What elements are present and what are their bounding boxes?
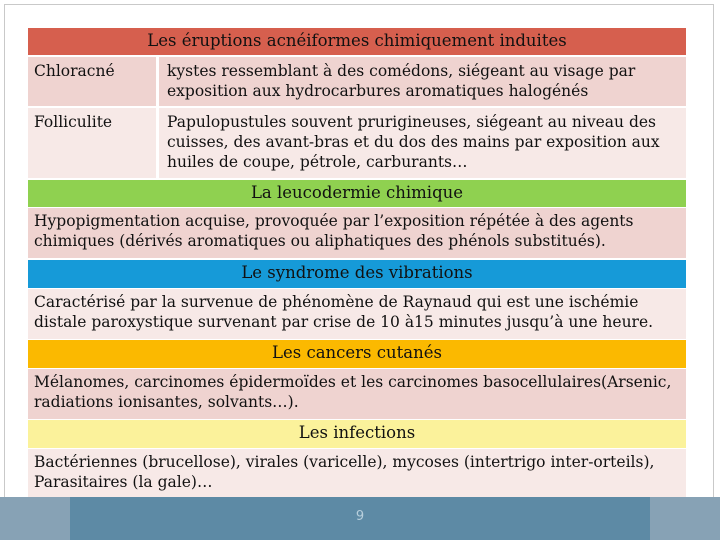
footer-center-block: [70, 497, 650, 540]
description-line: kystes ressemblant à des comédons, siégeant au visage par: [167, 62, 636, 80]
description-line: Papulopustules souvent prurigineuses, siégeant au niveau des: [167, 113, 656, 131]
description-chloracne: [159, 57, 686, 106]
header-eruptions-title: Les éruptions acnéiformes chimiquement induites: [147, 31, 567, 50]
body-leucodermie: [28, 208, 686, 258]
description-line: exposition aux hydrocarbures aromatiques halogénés: [167, 82, 589, 100]
header-leucodermie-title: La leucodermie chimique: [250, 183, 464, 202]
table-row-chloracne: [28, 57, 686, 106]
body-line: Caractérisé par la survenue de phénomène de Raynaud qui est une ischémie: [34, 293, 639, 311]
header-cancers: [28, 340, 686, 368]
footer-right-block: [650, 497, 720, 540]
body-infections: [28, 449, 686, 497]
header-vibrations-title: Le syndrome des vibrations: [241, 263, 473, 282]
body-line: radiations ionisantes, solvants…).: [34, 393, 299, 411]
header-infections: [28, 420, 686, 448]
term-folliculite: Folliculite: [28, 108, 156, 178]
header-eruptions: [28, 28, 686, 55]
term-chloracne: Chloracné: [28, 57, 156, 106]
header-cancers-title: Les cancers cutanés: [272, 343, 442, 362]
description-folliculite: [159, 108, 686, 178]
body-line: chimiques (dérivés aromatiques ou aliphatiques des phénols substitués).: [34, 232, 606, 250]
footer-left-block: [0, 497, 70, 540]
header-vibrations: [28, 260, 686, 288]
body-vibrations: [28, 289, 686, 339]
body-line: Mélanomes, carcinomes épidermoïdes et les carcinomes basocellulaires(Arsenic,: [34, 373, 672, 391]
body-line: Hypopigmentation acquise, provoquée par l’exposition répétée à des agents: [34, 212, 634, 230]
header-infections-title: Les infections: [298, 423, 416, 442]
page-number: 9: [355, 509, 365, 524]
table-row-folliculite: [28, 108, 686, 178]
body-cancers: [28, 369, 686, 419]
description-line: huiles de coupe, pétrole, carburants…: [167, 153, 468, 171]
description-line: cuisses, des avant-bras et du dos des mains par exposition aux: [167, 133, 660, 151]
body-line: Bactériennes (brucellose), virales (varicelle), mycoses (intertrigo inter-orteils),: [34, 453, 655, 471]
body-line: Parasitaires (la gale)…: [34, 473, 213, 491]
footer-bar: [0, 497, 720, 540]
header-leucodermie: [28, 180, 686, 207]
body-line: distale paroxystique survenant par crise de 10 à15 minutes jusqu’à une heure.: [34, 313, 654, 331]
